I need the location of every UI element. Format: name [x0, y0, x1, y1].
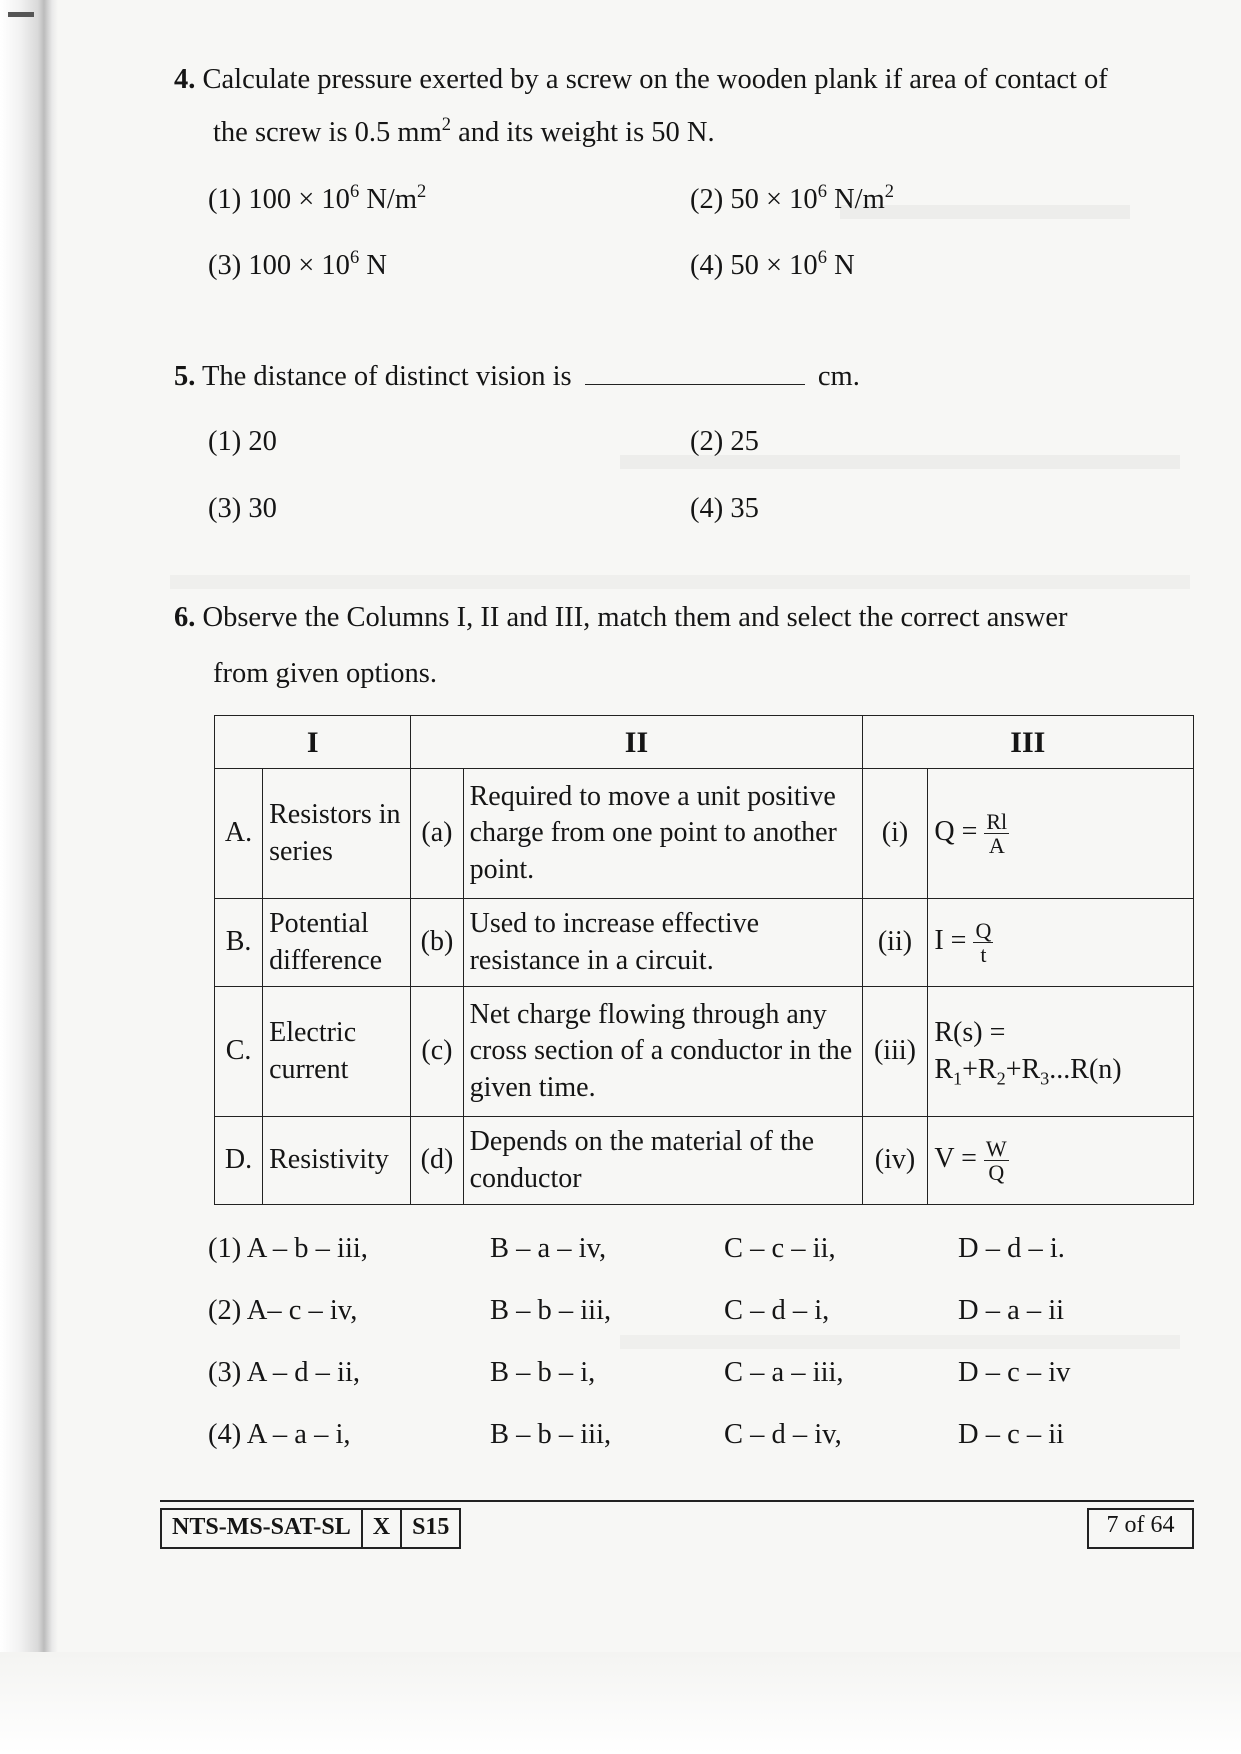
superscript: 2	[884, 180, 895, 202]
table-row	[215, 1117, 1194, 1205]
q5-option-4[interactable]: (4) 35	[690, 493, 759, 524]
column-II-key: (d)	[411, 1117, 463, 1205]
superscript: 6	[817, 246, 827, 268]
column-III-key: (ii)	[862, 899, 928, 987]
q6-option-2-d: D – a – ii	[958, 1295, 1065, 1326]
formula-part: +R	[962, 1053, 997, 1085]
bottom-shade	[0, 1652, 1241, 1754]
question-text: the screw is 0.5 mm	[213, 117, 442, 148]
q6-option-1-d: D – d – i.	[958, 1233, 1065, 1264]
row-label: A.	[215, 769, 263, 899]
column-II-description: Used to increase effective resistance in a circuit.	[463, 899, 862, 987]
q5-option-1[interactable]: (1) 20	[208, 426, 277, 457]
option-text: (4) 50 × 10	[690, 250, 818, 281]
q6-option-4-c: C – d – iv,	[724, 1419, 842, 1450]
q6-option-3-a[interactable]: (3) A – d – ii,	[208, 1357, 361, 1388]
formula-cell	[928, 899, 1194, 987]
q4-option-2[interactable]	[690, 180, 895, 215]
page-number: 7 of 64	[1087, 1508, 1194, 1549]
column-II-description: Depends on the material of the conductor	[463, 1117, 862, 1205]
bleed-through	[620, 455, 1180, 469]
q6-option-1-a[interactable]: (1) A – b – iii,	[208, 1233, 368, 1264]
bleed-through	[170, 575, 1190, 589]
fraction	[973, 919, 993, 966]
superscript: 2	[441, 113, 452, 135]
match-table	[214, 715, 1194, 1205]
binding-mark	[8, 12, 34, 17]
column-header-I: I	[215, 716, 411, 769]
column-header-III: III	[862, 716, 1193, 769]
q6-option-4-d: D – c – ii	[958, 1419, 1065, 1450]
question-number: 6.	[174, 602, 196, 633]
superscript: 6	[349, 180, 360, 202]
q6-option-4-a[interactable]: (4) A – a – i,	[208, 1419, 351, 1450]
q6-option-2-c: C – d – i,	[724, 1295, 830, 1326]
q6-option-4-b: B – b – iii,	[490, 1419, 612, 1450]
subscript: 1	[953, 1067, 963, 1088]
superscript: 6	[817, 180, 827, 202]
q5-option-3[interactable]: (3) 30	[208, 493, 277, 524]
question-4-line1	[174, 66, 1108, 95]
formula-lhs: Q =	[934, 815, 978, 847]
q6-option-1-c: C – c – ii,	[724, 1233, 836, 1264]
fraction-denominator: A	[988, 833, 1005, 858]
subscript: 3	[1040, 1067, 1050, 1088]
table-header-row	[215, 716, 1194, 769]
exam-series: S15	[412, 1514, 450, 1540]
table-row	[215, 987, 1194, 1117]
q6-option-2-a[interactable]: (2) A– c – iv,	[208, 1295, 358, 1326]
question-text: Observe the Columns I, II and III, match them and select the correct answer	[202, 602, 1068, 633]
column-I-term: Electric current	[263, 987, 411, 1117]
column-III-key: (i)	[862, 769, 928, 899]
formula-part: ...R(n)	[1049, 1053, 1122, 1085]
column-II-key: (a)	[411, 769, 463, 899]
q6-option-2-b: B – b – iii,	[490, 1295, 612, 1326]
option-unit: N/m	[826, 184, 885, 215]
fraction-numerator: Q	[975, 917, 992, 943]
subscript: 2	[996, 1067, 1006, 1088]
footer-code-box	[160, 1508, 461, 1549]
option-unit: N	[826, 250, 855, 281]
fraction-numerator: Rl	[986, 808, 1008, 834]
q4-option-1[interactable]	[208, 180, 427, 215]
q6-option-3-c: C – a – iii,	[724, 1357, 844, 1388]
option-unit: N/m	[359, 184, 417, 215]
question-unit: cm.	[817, 361, 860, 392]
question-6-line2: from given options.	[213, 658, 438, 689]
exam-class: X	[363, 1510, 402, 1547]
column-I-term: Potential difference	[263, 899, 411, 987]
fraction-numerator: W	[985, 1135, 1007, 1161]
column-I-term: Resistivity	[263, 1117, 411, 1205]
formula-line: R(s) =	[934, 1017, 1006, 1049]
question-text: and its weight is 50 N.	[451, 117, 715, 148]
formula-part: R	[934, 1053, 954, 1085]
column-I-term: Resistors in series	[263, 769, 411, 899]
option-text: (2) 50 × 10	[690, 184, 818, 215]
column-II-key: (b)	[411, 899, 463, 987]
column-II-description: Required to move a unit positive charge from one point to another point.	[463, 769, 862, 899]
footer-rule	[160, 1500, 1194, 1502]
column-II-key: (c)	[411, 987, 463, 1117]
column-III-key: (iv)	[862, 1117, 928, 1205]
option-unit: N	[359, 250, 387, 281]
q5-option-2[interactable]: (2) 25	[690, 426, 759, 457]
column-III-key: (iii)	[862, 987, 928, 1117]
question-text: Calculate pressure exerted by a screw on the wooden plank if area of contact of	[202, 64, 1108, 95]
formula-cell	[928, 1117, 1194, 1205]
column-II-description: Net charge flowing through any cross section of a conductor in the given time.	[463, 987, 862, 1117]
binding-edge	[0, 0, 58, 1754]
question-4-line2	[213, 113, 715, 148]
q6-option-1-b: B – a – iv,	[490, 1233, 607, 1264]
question-number: 4.	[174, 64, 196, 95]
row-label: C.	[215, 987, 263, 1117]
q6-option-3-b: B – b – i,	[490, 1357, 596, 1388]
answer-blank[interactable]	[585, 362, 805, 385]
formula-cell	[928, 987, 1194, 1117]
question-text: The distance of distinct vision is	[202, 361, 572, 392]
q4-option-3[interactable]	[208, 246, 387, 281]
bleed-through	[620, 1335, 1180, 1349]
column-header-II: II	[411, 716, 862, 769]
formula-lhs: V =	[934, 1142, 977, 1174]
formula-part: +R	[1005, 1053, 1041, 1085]
exam-code: NTS-MS-SAT-SL	[162, 1510, 363, 1547]
formula-cell	[928, 769, 1194, 899]
fraction-denominator: t	[980, 942, 987, 967]
row-label: B.	[215, 899, 263, 987]
question-5	[174, 362, 860, 392]
table-row	[215, 899, 1194, 987]
question-number: 5.	[174, 361, 196, 392]
q6-option-3-d: D – c – iv	[958, 1357, 1071, 1388]
fraction	[984, 810, 1009, 857]
table-row	[215, 769, 1194, 899]
q4-option-4[interactable]	[690, 246, 855, 281]
superscript: 2	[417, 180, 427, 202]
option-text: (3) 100 × 10	[208, 250, 350, 281]
superscript: 6	[349, 246, 360, 268]
row-label: D.	[215, 1117, 263, 1205]
formula-lhs: I =	[934, 924, 967, 956]
fraction-denominator: Q	[988, 1160, 1005, 1185]
fraction	[984, 1137, 1009, 1184]
formula-line	[934, 1052, 1187, 1088]
option-text: (1) 100 × 10	[208, 184, 350, 215]
question-6-line1	[174, 604, 1067, 633]
